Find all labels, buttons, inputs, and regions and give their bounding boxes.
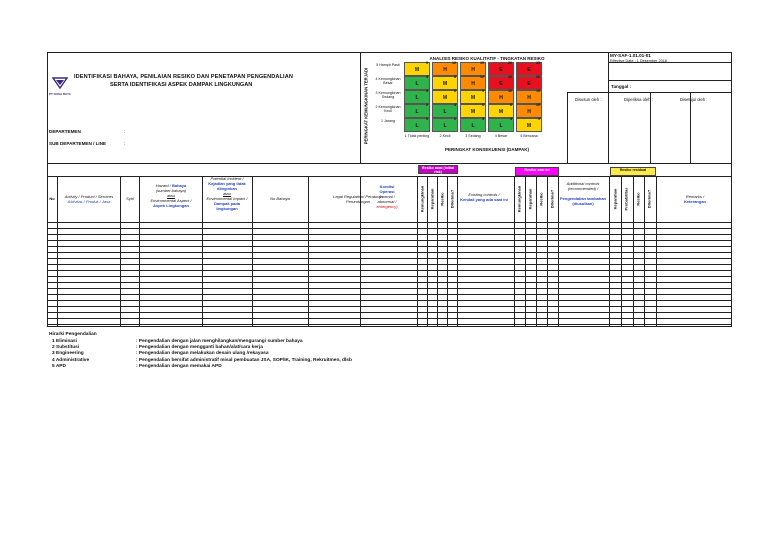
matrix-cell-level: H [499, 95, 503, 101]
legend-item-desc: : Pengendalian dengan melakukan desain ulang /rekayasa [136, 351, 269, 357]
col-residual-probabilitas: Probabilitas [623, 187, 629, 211]
logo-text: PT NUSA RAYA [49, 92, 71, 96]
legend-item-desc: : Pengendalian dengan mengganti bahan/alat/cara kerja [136, 345, 263, 351]
matrix-cell-score: 12 [480, 75, 484, 79]
sig-left-line [567, 92, 568, 163]
matrix-cell-score: 2 [426, 103, 428, 107]
matrix-cell [404, 62, 430, 76]
matrix-cell-level: H [527, 95, 531, 101]
band-residual-risk: Resiko residual [610, 167, 656, 176]
form-title-line1: IDENTIFIKASI BAHAYA, PENILAIAN RESIKO DAN PENETAPAN PENGENDALIAN [74, 74, 293, 80]
matrix-cell [432, 76, 458, 90]
col-legal: Legal Regulation/ Peraturan Perundangan [333, 194, 383, 204]
matrix-cell [404, 118, 430, 132]
matrix-cell [488, 104, 514, 118]
matrix-cell [488, 62, 514, 76]
matrix-cell [460, 76, 486, 90]
matrix-col-label: 5 Bencana [520, 134, 538, 138]
matrix-cell [404, 104, 430, 118]
table-row-line [47, 324, 732, 325]
col-residual-resiko: Resiko [635, 192, 641, 206]
matrix-cell-level: E [499, 67, 503, 73]
matrix-y-label: PERINGKAT KEMUNGKINAN TERJADI [363, 67, 369, 145]
matrix-cell-score: 5 [426, 61, 428, 65]
matrix-cell [488, 90, 514, 104]
matrix-cell-score: 4 [426, 75, 428, 79]
effective-date: Effective Date : 1 Desember 2018 [610, 59, 667, 63]
matrix-cell-level: L [415, 95, 419, 101]
legend-item-label: 5 APD [52, 363, 66, 369]
col-initial-kemungkinan: Kemungkinan [419, 185, 425, 213]
matrix-cell-level: L [415, 123, 419, 129]
matrix-cell-score: 3 [482, 117, 484, 121]
table-row-line [47, 246, 732, 247]
matrix-cell-level: M [498, 109, 504, 115]
matrix-cell [432, 104, 458, 118]
matrix-cell-score: 25 [536, 61, 540, 65]
col-remarks: Remarks / Keterangan [683, 194, 706, 204]
matrix-cell-score: 8 [454, 75, 456, 79]
form-title-line2: SERTA IDENTIFIKASI ASPEK DAMPAK LINGKUNGAN [110, 82, 253, 88]
matrix-cell-level: L [443, 123, 447, 129]
col-hazard: Hazard / Bahaya (sumber bahaya) atau Environmental Aspect / Aspek Lingkungan [150, 183, 192, 208]
legend-item-desc: : Pengendalian dengan memakai APD [136, 363, 222, 369]
matrix-cell-level: M [442, 95, 448, 101]
legend-item-desc: : Pengendalian dengan jalan menghilangkan/mengurangi sumber bahaya [136, 339, 303, 344]
matrix-cell-score: 4 [510, 117, 512, 121]
matrix-cell-level: L [415, 81, 419, 87]
matrix-cell [516, 118, 542, 132]
legend-item-label: 2 Substitusi [52, 345, 80, 351]
matrix-cell-score: 6 [482, 103, 484, 107]
legend-title: Hirarki Pengendalian [49, 332, 97, 337]
disusun-label: Disusun oleh : [575, 97, 602, 102]
legend-item-label: 3 Engineering [52, 351, 84, 357]
matrix-cell [432, 62, 458, 76]
col-residual-diterima: Diterima? [646, 189, 652, 209]
matrix-cell-level: M [442, 81, 448, 87]
matrix-cell [516, 62, 542, 76]
matrix-cell [460, 62, 486, 76]
col-activity: Activity / Product / Services Aktivitas / Produk / Jasa [64, 194, 114, 204]
spacer-line [608, 80, 732, 81]
table-row-line [47, 276, 732, 277]
matrix-cell [488, 118, 514, 132]
table-row-line [47, 312, 732, 313]
matrix-cell-level: E [499, 81, 503, 87]
matrix-cell-level: L [499, 123, 503, 129]
sig-top-line [567, 92, 608, 93]
doc-number: MY-SAF-1.01.01-01 [610, 53, 651, 58]
matrix-cell-score: 20 [508, 61, 512, 65]
matrix-cell-level: L [471, 123, 475, 129]
matrix-col-label: 4 Besar [494, 134, 508, 138]
matrix-cell-score: 8 [510, 103, 512, 107]
table-row-line [47, 300, 732, 301]
matrix-cell-level: M [414, 67, 420, 73]
matrix-cell-score: 10 [536, 103, 540, 107]
disetujui-label: Disetujui oleh : [680, 97, 708, 102]
matrix-row-label: 5 Hampir Pasti [376, 63, 400, 67]
matrix-cell [432, 90, 458, 104]
legend-item-desc: : Pengendalian bersifat administratif misal pembuatan JSA, SOP/IK, Training, Rekruitmen, dlsb [136, 357, 352, 363]
matrix-col-label: 1 Tidak penting [404, 134, 430, 138]
col-residual-keparahan: Keparahan [612, 188, 618, 210]
table-row-line [47, 252, 732, 253]
company-logo-icon [52, 76, 68, 92]
matrix-cell [460, 104, 486, 118]
matrix-cell-score: 20 [536, 75, 540, 79]
table-row-line [47, 294, 732, 295]
band-initial-risk: Resiko awal (Initial risk) [418, 165, 458, 174]
col-initial-diterima: Diterima? [449, 189, 455, 209]
matrix-row-label: 3 Kemungkinan Sedang [375, 91, 401, 99]
matrix-cell-level: H [471, 81, 475, 87]
col-no-bahaya: No Bahaya [270, 196, 290, 201]
matrix-col-label: 2 Kecil [439, 134, 451, 138]
departemen-label: DEPARTEMEN [49, 129, 81, 134]
matrix-cell-score: 4 [454, 103, 456, 107]
table-header-bottom [47, 222, 732, 223]
table-row-line [47, 240, 732, 241]
matrix-cell-level: H [527, 109, 531, 115]
header-bottom-line [47, 163, 732, 164]
matrix-cell-score: 6 [454, 89, 456, 93]
matrix-cell-level: H [443, 67, 447, 73]
matrix-cell [404, 76, 430, 90]
matrix-cell-level: M [470, 109, 476, 115]
matrix-cell [432, 118, 458, 132]
matrix-cell [516, 76, 542, 90]
departemen-colon: : [124, 129, 126, 134]
band-current-risk: Resiko saat ini [515, 167, 559, 176]
col-initial-keparahan: Keparahan [429, 188, 435, 210]
col-initial-resiko: Resiko [439, 192, 445, 206]
sub-departemen-label: SUB DEPARTEMEN / LINE [49, 141, 107, 146]
col-existing: Existing controls / Kendali yang ada saat ini [460, 192, 508, 202]
matrix-cell-score: 16 [508, 75, 512, 79]
col-incident: Potential Incident / Kejadian yang tidak diinginkan atau Environmental Impact / Dampak pada lingkungan [206, 176, 248, 211]
matrix-cell-score: 12 [508, 89, 512, 93]
tanggal-label: Tanggal : [611, 84, 632, 89]
matrix-x-label: PERINGKAT KONSEKUENSI (DAMPAK) [444, 147, 530, 152]
col-additional: Additional controls (recommended) / Pengendalian tambahan (diusulkan) [559, 181, 606, 206]
matrix-cell [404, 90, 430, 104]
matrix-cell [460, 118, 486, 132]
table-row-line [47, 258, 732, 259]
sig-mid-line [650, 92, 651, 163]
table-row-line [47, 306, 732, 307]
matrix-right-border [608, 52, 609, 163]
col-current-diterima: Diterima? [549, 189, 555, 209]
table-row-line [47, 228, 732, 229]
matrix-cell-level: E [527, 81, 531, 87]
col-current-keparahan: Keparahan [527, 188, 533, 210]
sub-departemen-colon: : [124, 141, 126, 146]
legend-item-label: 1 Eliminasi [52, 339, 78, 344]
matrix-cell-score: 3 [426, 89, 428, 93]
table-row-line [47, 234, 732, 235]
matrix-cell-score: 2 [454, 117, 456, 121]
matrix-cell-level: H [471, 67, 475, 73]
table-row-line [47, 282, 732, 283]
matrix-cell-level: M [470, 95, 476, 101]
table-row-line [47, 270, 732, 271]
matrix-cell-level: E [527, 67, 531, 73]
matrix-title: ANALISIS RESIKO KUALITATIF - TINGKATAN RESIKO [429, 56, 545, 61]
matrix-cell [516, 90, 542, 104]
col-current-kemungkinan: Kemungkinan [516, 185, 522, 213]
table-row-line [47, 288, 732, 289]
matrix-cell [460, 90, 486, 104]
matrix-cell-score: 15 [536, 89, 540, 93]
tanggal-line [608, 92, 732, 93]
matrix-cell-level: L [415, 109, 419, 115]
matrix-cell-score: 5 [538, 117, 540, 121]
col-kondisi: Kondisi Operasi (normal / abnormal / emergency) [376, 184, 398, 209]
legend-item-label: 4 Administrative [52, 357, 90, 363]
matrix-cell [488, 76, 514, 90]
matrix-row-label: 4 Kemungkinan Besar [375, 77, 401, 85]
matrix-cell-score: 9 [482, 89, 484, 93]
table-row-line [47, 264, 732, 265]
sig-right-line [690, 92, 691, 163]
matrix-row-label: 2 Kemungkinan Kecil [375, 105, 401, 113]
diperiksa-label: Diperiksa oleh : [624, 97, 653, 102]
matrix-cell-score: 10 [452, 61, 456, 65]
col-no: No [49, 196, 55, 201]
matrix-cell [516, 104, 542, 118]
matrix-cell-level: L [443, 109, 447, 115]
matrix-cell-level: M [526, 123, 532, 129]
matrix-col-label: 3 Sedang [465, 134, 481, 138]
col-sybl: Sybl [126, 196, 134, 201]
table-row-line [47, 318, 732, 319]
matrix-row-label: 1 Jarang [381, 119, 395, 123]
col-current-resiko: Resiko [538, 192, 544, 206]
matrix-cell-score: 15 [480, 61, 484, 65]
matrix-cell-score: 1 [426, 117, 428, 121]
